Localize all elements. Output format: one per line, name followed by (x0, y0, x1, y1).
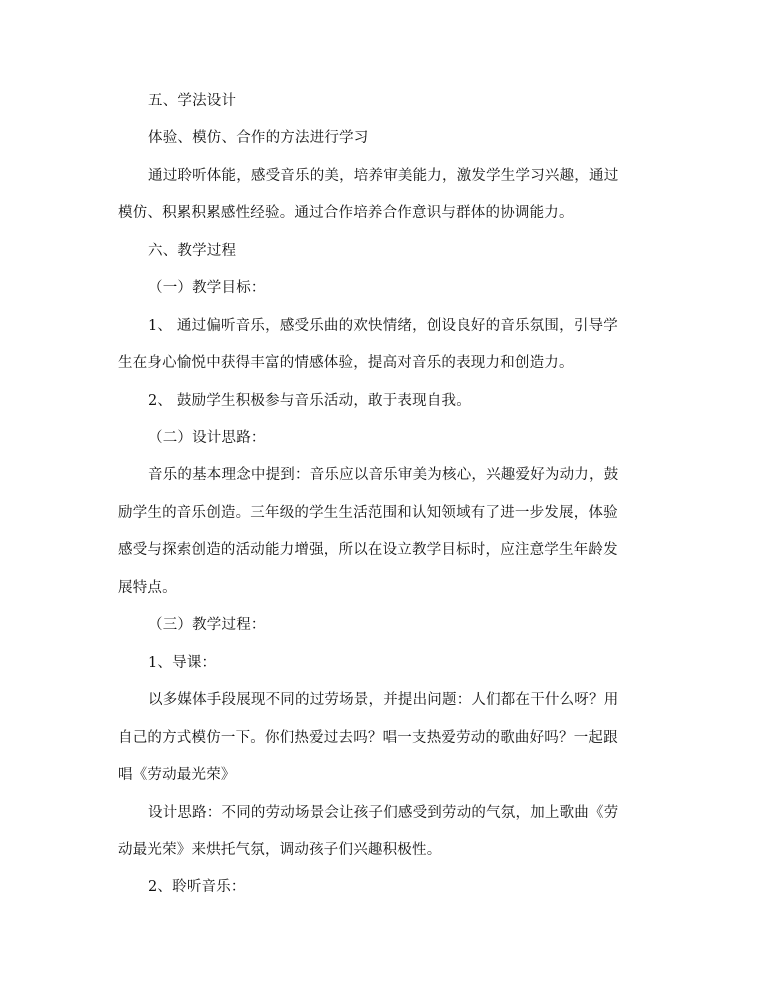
paragraph-line: 生在身心愉悦中获得丰富的情感体验，提高对音乐的表现力和创造力。 (118, 355, 574, 371)
paragraph-line: 唱《劳动最光荣》 (118, 767, 236, 783)
subheading-listening: 2、聆听音乐： (148, 879, 246, 895)
subheading-design-idea: （二）设计思路： (148, 430, 266, 446)
subheading-introduction: 1、导课： (148, 655, 217, 671)
heading-teaching-process: 六、教学过程 (148, 243, 237, 259)
paragraph-line: 1、 通过偏听音乐，感受乐曲的欢快情绪，创设良好的音乐氛围，引导学 (148, 318, 618, 334)
paragraph-line: 2、 鼓励学生积极参与音乐活动，敢于表现自我。 (148, 393, 471, 409)
paragraph-line: 体验、模仿、合作的方法进行学习 (148, 130, 369, 146)
paragraph-line: 设计思路：不同的劳动场景会让孩子们感受到劳动的气氛，加上歌曲《劳 (148, 805, 619, 821)
paragraph-line: 通过聆听体能，感受音乐的美，培养审美能力，激发学生学习兴趣，通过 (148, 168, 619, 184)
subheading-teaching-steps: （三）教学过程： (148, 617, 266, 633)
paragraph-line: 励学生的音乐创造。三年级的学生生活范围和认知领域有了进一步发展，体验 (118, 505, 618, 521)
paragraph-line: 以多媒体手段展现不同的过劳场景，并提出问题：人们都在干什么呀？用 (148, 692, 619, 708)
paragraph-line: 模仿、积累积累感性经验。通过合作培养合作意识与群体的协调能力。 (118, 205, 574, 221)
paragraph-line: 感受与探索创造的活动能力增强，所以在设立教学目标时，应注意学生年龄发 (118, 542, 618, 558)
paragraph-line: 动最光荣》来烘托气氛，调动孩子们兴趣积极性。 (118, 842, 442, 858)
paragraph-line: 展特点。 (118, 580, 177, 596)
heading-study-method: 五、学法设计 (148, 93, 237, 109)
subheading-teaching-goals: （一）教学目标： (148, 280, 266, 296)
paragraph-line: 音乐的基本理念中提到：音乐应以音乐审美为核心，兴趣爱好为动力，鼓 (148, 467, 619, 483)
paragraph-line: 自己的方式模仿一下。你们热爱过去吗？唱一支热爱劳动的歌曲好吗？一起跟 (118, 730, 618, 746)
